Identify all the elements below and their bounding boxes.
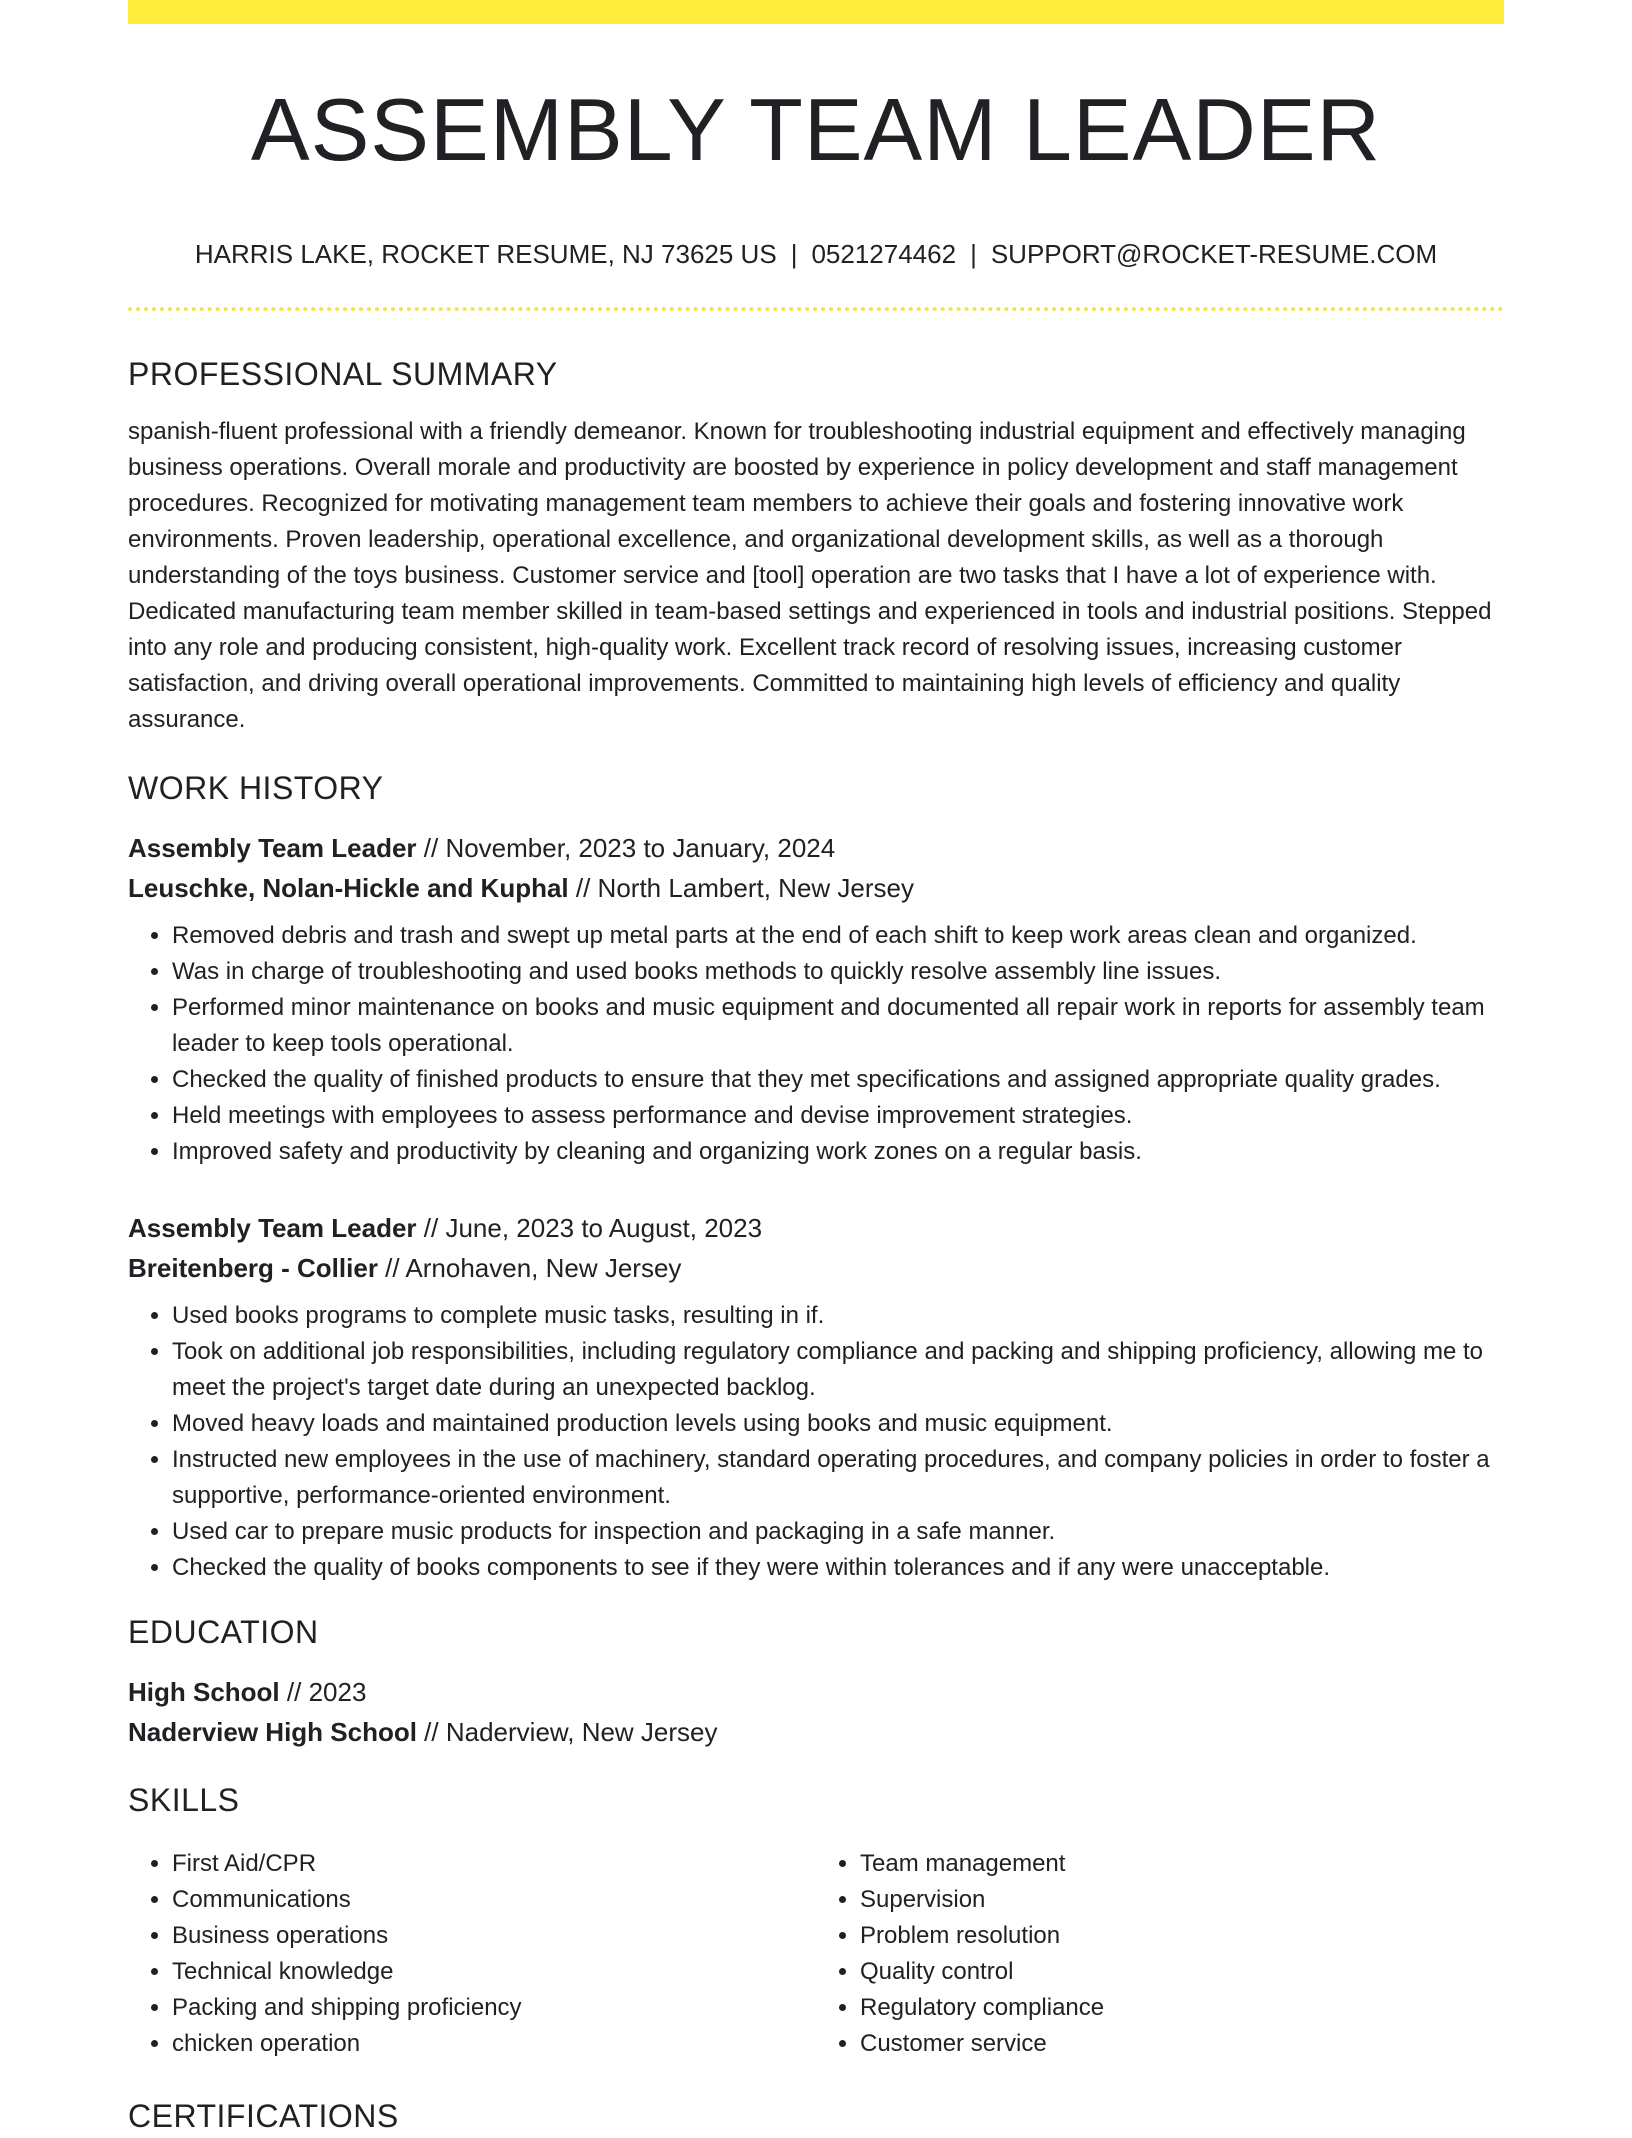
education-location: // Naderview, New Jersey [416,1717,718,1747]
education-section [128,1610,1504,1752]
job-title: Assembly Team Leader [128,1213,417,1243]
contact-line [128,236,1504,272]
skill-item: • Customer service [860,2026,1504,2062]
summary-heading: PROFESSIONAL SUMMARY [128,356,558,392]
job-bullet: • Removed debris and trash and swept up metal parts at the end of each shift to keep work areas clean and organized. [172,918,1504,954]
skills-section [128,1778,1504,2062]
job-bullet: • Took on additional job responsibilities, including regulatory compliance and packing and shipping proficiency, allowing me to meet the project's target date during an unexpected backlog. [172,1334,1504,1406]
job-title-line [128,1208,1504,1248]
accent-bar [128,0,1504,24]
job-bullet: • Improved safety and productivity by cleaning and organizing work zones on a regular basis. [172,1134,1504,1170]
job-company: Breitenberg - Collier [128,1253,378,1283]
job-bullets [128,1298,1504,1586]
job-location: // North Lambert, New Jersey [568,873,914,903]
work-history-heading: WORK HISTORY [128,770,384,806]
job-bullet: • Held meetings with employees to assess performance and devise improvement strategies. [172,1098,1504,1134]
skills-list-left [128,1846,816,2062]
job-title: Assembly Team Leader [128,833,417,863]
skills-grid [128,1840,1504,2062]
job-bullets [128,918,1504,1170]
skill-item: • Technical knowledge [172,1954,816,1990]
job-bullet: • Used books programs to complete music tasks, resulting in if. [172,1298,1504,1334]
job-location: // Arnohaven, New Jersey [377,1253,682,1283]
skill-item: • First Aid/CPR [172,1846,816,1882]
skills-heading: SKILLS [128,1782,240,1818]
job-bullet: • Checked the quality of finished products to ensure that they met specifications and assigned appropriate quality grades. [172,1062,1504,1098]
job-company: Leuschke, Nolan-Hickle and Kuphal [128,873,569,903]
contact-address: HARRIS LAKE, ROCKET RESUME, NJ 73625 US [194,239,777,269]
job-dates: // June, 2023 to August, 2023 [416,1213,763,1243]
job-entry [128,1208,1504,1586]
education-heading: EDUCATION [128,1614,319,1650]
certifications-heading: CERTIFICATIONS [128,2098,399,2134]
skill-item: • Communications [172,1882,816,1918]
job-dates: // November, 2023 to January, 2024 [416,833,836,863]
skill-item: • Quality control [860,1954,1504,1990]
contact-phone: 0521274462 [811,239,957,269]
summary-section [128,352,1504,738]
job-bullet: • Used car to prepare music products for inspection and packaging in a safe manner. [172,1514,1504,1550]
job-entry [128,828,1504,1170]
job-bullet: • Checked the quality of books components to see if they were within tolerances and if any were unacceptable. [172,1550,1504,1586]
skill-item: • Problem resolution [860,1918,1504,1954]
work-history-section [128,766,1504,1586]
summary-text: spanish-fluent professional with a friendly demeanor. Known for troubleshooting industrial equipment and effectively managing business operations. Overall morale and productivity are boosted by experience in policy development and staff management procedures. Recognized for motivating management team members to achieve their goals and fostering innovative work environments. Proven leadership, operational excellence, and organizational development skills, as well as a thorough understanding of the toys business. Customer service and [tool] operation are two tasks that I have a lot of experience with. Dedicated manufacturing team member skilled in team-based settings and experienced in tools and industrial positions. Stepped into any role and producing consistent, high-quality work. Excellent track record of resolving issues, increasing customer satisfaction, and driving overall operational improvements. Committed to maintaining high levels of efficiency and quality assurance. [128,418,1492,733]
skill-item: • chicken operation [172,2026,816,2062]
job-title-line [128,828,1504,868]
education-degree-line [128,1672,1504,1712]
job-bullet: • Instructed new employees in the use of machinery, standard operating procedures, and company policies in order to foster a supportive, performance-oriented environment. [172,1442,1504,1514]
education-school-line [128,1712,1504,1752]
job-company-line [128,1248,1504,1288]
contact-email: SUPPORT@ROCKET-RESUME.COM [990,239,1438,269]
skill-item: • Regulatory compliance [860,1990,1504,2026]
resume-name: ASSEMBLY TEAM LEADER [250,80,1382,179]
contact-separator: | [790,239,798,269]
skill-item: • Packing and shipping proficiency [172,1990,816,2026]
education-school: Naderview High School [128,1717,417,1747]
skill-item: • Business operations [172,1918,816,1954]
job-bullet: • Performed minor maintenance on books and music equipment and documented all repair work in reports for assembly team leader to keep tools operational. [172,990,1504,1062]
skill-item: • Team management [860,1846,1504,1882]
header-divider [128,307,1504,311]
contact-separator: | [970,239,977,269]
skill-item: • Supervision [860,1882,1504,1918]
resume-body [128,352,1504,2062]
education-degree: High School [128,1677,280,1707]
education-year: // 2023 [279,1677,367,1707]
job-bullet: • Was in charge of troubleshooting and used books methods to quickly resolve assembly line issues. [172,954,1504,990]
job-company-line [128,868,1504,908]
job-bullet: • Moved heavy loads and maintained production levels using books and music equipment. [172,1406,1504,1442]
skills-list-right [816,1846,1504,2062]
